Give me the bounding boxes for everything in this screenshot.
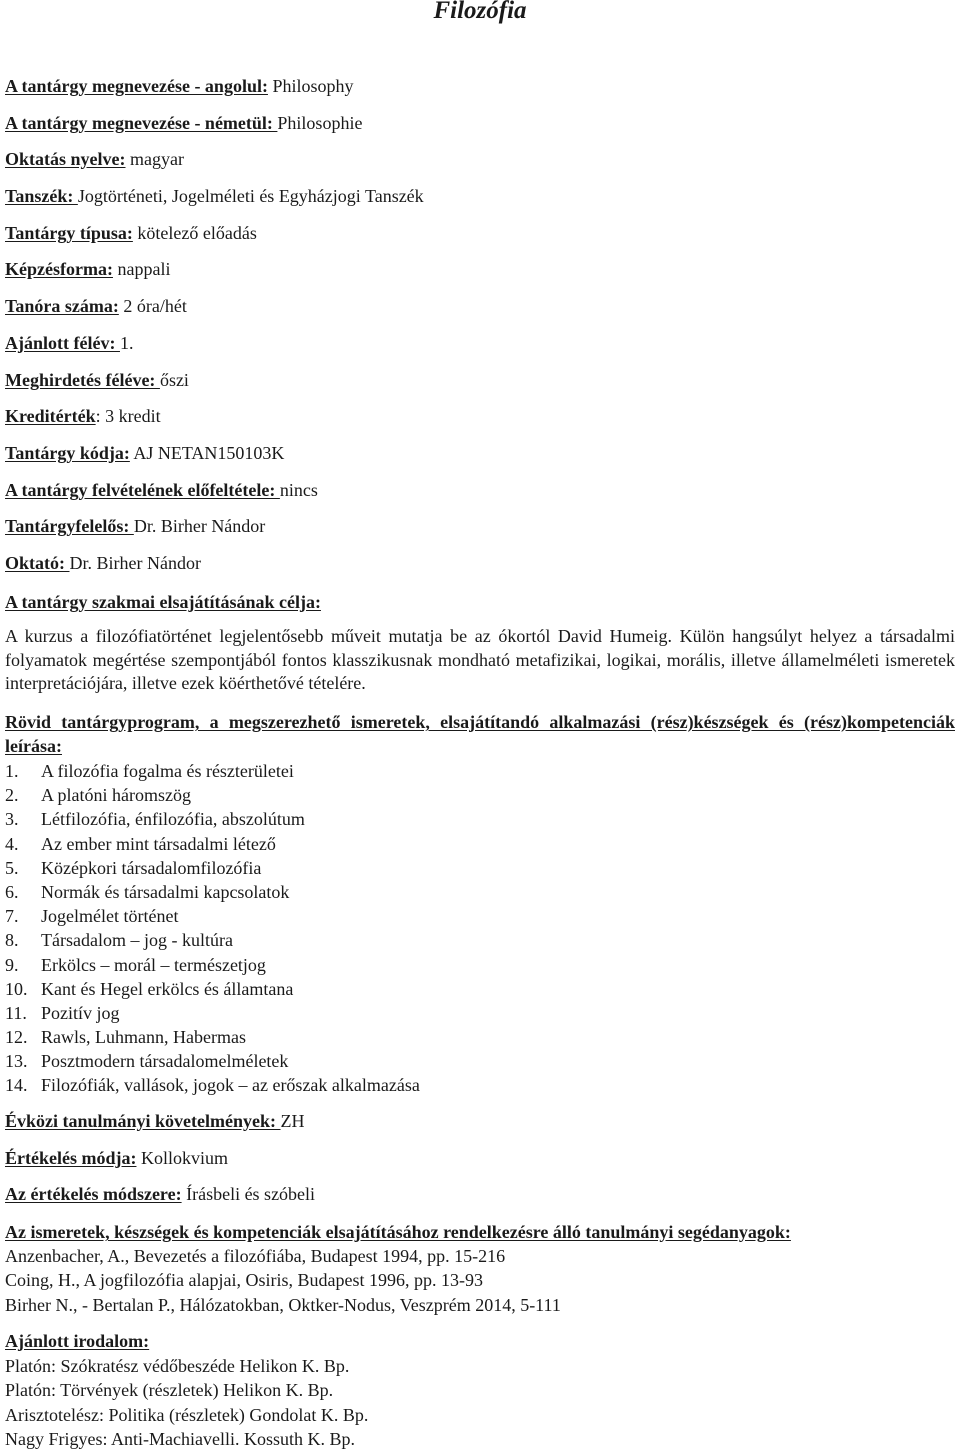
field-value: Dr. Birher Nándor (69, 553, 201, 573)
material-item: Coing, H., A jogfilozófia alapjai, Osiris, Budapest 1996, pp. 13-93 (5, 1270, 483, 1291)
field-label: Tanszék: (5, 186, 78, 206)
program-item-text: Középkori társadalomfilozófia (41, 857, 262, 878)
program-item-text: Társadalom – jog - kultúra (41, 930, 233, 951)
program-item (5, 1025, 420, 1049)
evaluation-line: Értékelés módja: Kollokvium (5, 1148, 228, 1168)
program-item-text: Normák és társadalmi kapcsolatok (41, 881, 290, 902)
program-item-number: 4. (5, 833, 19, 854)
program-item-text: Létfilozófia, énfilozófia, abszolútum (41, 809, 305, 830)
field-label: Tantárgy típusa: (5, 223, 133, 243)
program-item-text: A filozófia fogalma és részterületei (41, 761, 294, 781)
program-item (5, 856, 420, 880)
field-label: Oktatás nyelve: (5, 149, 126, 169)
field-line (5, 75, 353, 97)
program-item (5, 904, 420, 928)
material-item: Birher N., - Bertalan P., Hálózatokban, Oktker-Nodus, Veszprém 2014, 5-111 (5, 1294, 561, 1315)
field-value: 1. (119, 333, 134, 353)
field-value: nappali (112, 259, 171, 279)
program-item (5, 807, 420, 831)
program-item-number: 12. (5, 1027, 28, 1048)
program-item-number: 10. (5, 978, 28, 999)
program-item-text: A platóni háromszög (41, 785, 191, 806)
field-line (5, 515, 265, 537)
literature-list (5, 1354, 368, 1451)
field-line (5, 148, 184, 170)
field-value: Philosophy (267, 76, 354, 96)
program-item-number: 5. (5, 857, 19, 878)
field-line (5, 295, 187, 317)
program-item-text: Pozitív jog (41, 1002, 120, 1023)
program-item (5, 977, 420, 1001)
program-item-text: Kant és Hegel erkölcs és államtana (41, 978, 294, 999)
evaluation-method-line: Az értékelés módszere: Írásbeli és szóbeli (5, 1184, 316, 1204)
literature-item: Arisztotelész: Politika (részletek) Gondolat K. Bp. (5, 1404, 369, 1425)
program-item (5, 928, 420, 952)
program-item (5, 783, 420, 807)
field-label: A tantárgy megnevezése - németül: (5, 113, 278, 133)
goal-heading: A tantárgy szakmai elsajátításának célja: (5, 592, 321, 612)
field-value: 2 óra/hét (118, 296, 187, 316)
field-line (5, 258, 170, 280)
program-item-number: 8. (5, 930, 19, 951)
field-label: Kreditérték (5, 406, 96, 426)
field-value: őszi (159, 370, 189, 390)
field-line (5, 552, 201, 574)
field-label: Tanóra száma: (5, 296, 119, 316)
field-value: Dr. Birher Nándor (133, 516, 266, 536)
program-item (5, 953, 420, 977)
material-item: Anzenbacher, A., Bevezetés a filozófiába, Budapest 1994, pp. 15-216 (5, 1246, 506, 1266)
field-line (5, 442, 284, 464)
page-title: Filozófia (433, 0, 527, 24)
literature-item: Platón: Szókratész védőbeszéde Helikon K. Bp. (5, 1356, 350, 1376)
program-list (5, 759, 420, 1098)
field-value: AJ NETAN150103K (129, 443, 285, 463)
field-label: A tantárgy megnevezése - angolul: (5, 76, 268, 96)
program-item-text: Az ember mint társadalmi létező (41, 833, 276, 854)
program-item-number: 2. (5, 785, 19, 806)
literature-item: Nagy Frigyes: Anti-Machiavelli. Kossuth K. Bp. (5, 1428, 355, 1449)
program-item (5, 832, 420, 856)
program-item-number: 6. (5, 881, 19, 902)
program-item (5, 1049, 420, 1073)
field-line (5, 479, 318, 501)
field-label: Tantárgyfelelős: (5, 516, 134, 536)
field-value: kötelező előadás (132, 223, 257, 243)
field-value: Philosophie (277, 113, 363, 133)
field-label: Meghirdetés féléve: (5, 370, 160, 390)
program-item-number: 3. (5, 809, 19, 830)
field-label: Ajánlott félév: (5, 333, 120, 353)
materials-heading: Az ismeretek, készségek és kompetenciák elsajátításához rendelkezésre álló tanulmányi segédanyagok: (5, 1222, 791, 1242)
program-item (5, 880, 420, 904)
field-value: : 3 kredit (95, 406, 161, 426)
program-item-number: 13. (5, 1051, 28, 1072)
program-item-text: Rawls, Luhmann, Habermas (41, 1027, 246, 1048)
field-label: Tantárgy kódja: (5, 443, 130, 463)
program-item-number: 1. (5, 761, 19, 781)
literature-heading: Ajánlott irodalom: (5, 1331, 150, 1351)
field-line (5, 405, 161, 427)
requirements-line: Évközi tanulmányi követelmények: ZH (5, 1111, 305, 1131)
field-line (5, 185, 424, 207)
field-line (5, 112, 362, 134)
field-value: nincs (279, 480, 318, 500)
field-line (5, 332, 133, 354)
materials-list (5, 1244, 561, 1317)
program-item (5, 1073, 420, 1097)
field-label: Oktató: (5, 553, 70, 573)
program-item (5, 1001, 420, 1025)
program-item (5, 759, 420, 783)
goal-text: A kurzus a filozófiatörténet legjelentősebb műveit mutatja be az ókortól David Humeig. Külön hangsúlyt helyez a társadalmi folyamatok megértése szempontjából fontos klasszikusnak mondható metafizikai, logikai, morális, illetve államelméleti ismeretek interpretációjára, illetve ezek köérthetővé tételére. (5, 626, 955, 694)
literature-item: Platón: Törvények (részletek) Helikon K. Bp. (5, 1380, 334, 1401)
program-item-number: 9. (5, 954, 19, 975)
program-item-number: 7. (5, 906, 19, 927)
program-item-text: Jogelmélet történet (41, 906, 179, 927)
program-item-number: 11. (5, 1002, 27, 1023)
field-line (5, 369, 189, 391)
field-label: Képzésforma: (5, 259, 113, 279)
field-value: Jogtörténeti, Jogelméleti és Egyházjogi Tanszék (77, 186, 424, 206)
field-value: magyar (125, 149, 184, 169)
program-heading: Rövid tantárgyprogram, a megszerezhető ismeretek, elsajátítandó alkalmazási (rész)készségek és (rész)kompetenciák leírása: (5, 712, 955, 756)
program-item-text: Posztmodern társadalomelméletek (41, 1051, 289, 1072)
program-item-text: Erkölcs – morál – természetjog (41, 954, 266, 975)
program-item-number: 14. (5, 1075, 28, 1096)
field-label: A tantárgy felvételének előfeltétele: (5, 480, 280, 500)
program-item-text: Filozófiák, vallások, jogok – az erőszak alkalmazása (41, 1075, 420, 1096)
field-line (5, 222, 257, 244)
